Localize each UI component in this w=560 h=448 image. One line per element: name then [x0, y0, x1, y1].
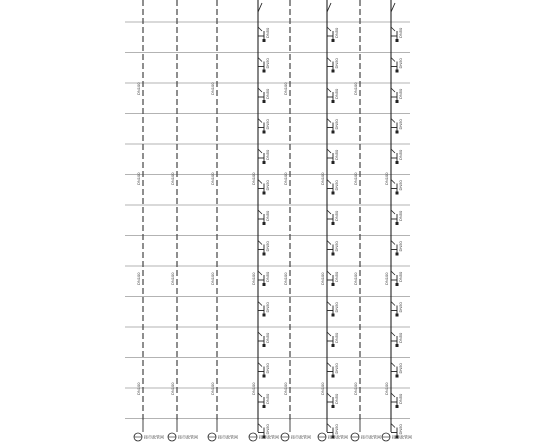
- branch-tee: [327, 119, 331, 123]
- branch-connection: [391, 57, 403, 72]
- branch-connection: [327, 88, 339, 103]
- riser-r1: [136, 0, 143, 420]
- fixture-mark: [396, 283, 399, 286]
- branch-connection: [258, 179, 270, 194]
- riser-r5: [283, 0, 290, 420]
- pipe-size-label: DN100: [170, 272, 175, 285]
- branch-connection: [327, 149, 339, 164]
- branch-connection: [327, 240, 339, 255]
- pipe-size-label: DN100: [251, 172, 256, 185]
- branch-connection: [327, 27, 339, 42]
- pipe-size-label: DN100: [353, 382, 358, 395]
- pipe-size-label: DN100: [384, 172, 389, 185]
- branch-connection: [258, 301, 270, 316]
- branch-connection: [391, 149, 403, 164]
- branch-size-label: DN50: [398, 302, 403, 313]
- branch-size-label: DN50: [398, 424, 403, 435]
- branch-tee: [391, 332, 395, 336]
- branch-size-label: DN50: [334, 302, 339, 313]
- branch-connection: [327, 118, 339, 133]
- fixture-mark: [263, 375, 266, 378]
- branch-size-label: DN50: [398, 210, 403, 221]
- branch-size-label: DN50: [265, 241, 270, 252]
- branch-size-label: DN50: [398, 241, 403, 252]
- pipe-size-label: DN100: [210, 82, 215, 95]
- pipe-size-label: DN100: [320, 172, 325, 185]
- fixture-mark: [332, 405, 335, 408]
- branch-tee: [258, 149, 262, 153]
- riser-r8: [384, 0, 403, 439]
- branch-size-label: DN50: [334, 271, 339, 282]
- pipe-size-label: DN100: [210, 272, 215, 285]
- branch-connection: [327, 179, 339, 194]
- branch-connection: [258, 362, 270, 377]
- riser-r6: [320, 0, 339, 439]
- risers-group: [136, 0, 403, 439]
- branch-connection: [391, 88, 403, 103]
- pipe-size-label: DN100: [210, 172, 215, 185]
- riser-bottom-label: 接市政管网: [392, 434, 412, 440]
- branch-connection: [391, 179, 403, 194]
- branch-connection: [391, 362, 403, 377]
- branch-connection: [327, 210, 339, 225]
- riser-top-hook: [391, 3, 395, 12]
- pipe-size-label: DN100: [353, 82, 358, 95]
- branch-size-label: DN50: [334, 88, 339, 99]
- branch-connection: [258, 27, 270, 42]
- branch-tee: [327, 210, 331, 214]
- riser-bottom-label: 接市政管网: [178, 434, 198, 440]
- pipe-size-label: DN100: [136, 82, 141, 95]
- fixture-mark: [263, 314, 266, 317]
- branch-tee: [327, 302, 331, 306]
- riser-bottom-label: 接市政管网: [328, 434, 348, 440]
- branch-connection: [327, 332, 339, 347]
- branch-connection: [391, 301, 403, 316]
- branch-tee: [391, 27, 395, 31]
- branch-connection: [258, 57, 270, 72]
- branch-size-label: DN50: [265, 88, 270, 99]
- fixture-mark: [263, 192, 266, 195]
- pipe-size-label: DN100: [353, 272, 358, 285]
- fixture-mark: [396, 314, 399, 317]
- fixture-mark: [396, 192, 399, 195]
- branch-size-label: DN50: [265, 119, 270, 130]
- branch-tee: [258, 332, 262, 336]
- branch-tee: [327, 271, 331, 275]
- branch-size-label: DN50: [398, 332, 403, 343]
- branch-tee: [258, 88, 262, 92]
- branch-connection: [258, 271, 270, 286]
- branch-size-label: DN50: [265, 332, 270, 343]
- branch-tee: [258, 302, 262, 306]
- riser-r3: [210, 0, 217, 420]
- fixture-mark: [396, 39, 399, 42]
- fixture-mark: [263, 39, 266, 42]
- branch-size-label: DN50: [265, 58, 270, 69]
- fixture-mark: [396, 131, 399, 134]
- fixture-mark: [396, 100, 399, 103]
- branch-size-label: DN50: [265, 271, 270, 282]
- riser-r4: [251, 0, 270, 439]
- branch-connection: [391, 332, 403, 347]
- pipe-size-label: DN100: [384, 272, 389, 285]
- fixture-mark: [263, 222, 266, 225]
- branch-size-label: DN50: [265, 210, 270, 221]
- branch-connection: [258, 149, 270, 164]
- fixture-mark: [396, 253, 399, 256]
- fixture-mark: [396, 222, 399, 225]
- branch-connection: [258, 332, 270, 347]
- branch-connection: [391, 271, 403, 286]
- branch-connection: [391, 240, 403, 255]
- riser-bottom-label: 接市政管网: [259, 434, 279, 440]
- branch-connection: [327, 57, 339, 72]
- riser-bottom-label: 接市政管网: [144, 434, 164, 440]
- branch-tee: [258, 271, 262, 275]
- pipe-size-label: DN100: [170, 172, 175, 185]
- fixture-mark: [263, 253, 266, 256]
- pipe-size-label: DN100: [384, 382, 389, 395]
- branch-connection: [258, 118, 270, 133]
- fixture-mark: [263, 344, 266, 347]
- fixture-mark: [263, 100, 266, 103]
- branch-tee: [258, 119, 262, 123]
- pipe-size-label: DN100: [283, 272, 288, 285]
- riser-bottom-label: 接市政管网: [291, 434, 311, 440]
- branch-tee: [327, 58, 331, 62]
- riser-top-hook: [327, 3, 331, 12]
- branch-tee: [258, 393, 262, 397]
- branch-connection: [258, 210, 270, 225]
- branch-tee: [258, 210, 262, 214]
- riser-r2: [170, 0, 177, 420]
- branch-connection: [258, 88, 270, 103]
- riser-bottom-label: 接市政管网: [361, 434, 381, 440]
- branch-tee: [391, 119, 395, 123]
- branch-tee: [391, 58, 395, 62]
- branch-size-label: DN50: [398, 363, 403, 374]
- branch-tee: [327, 149, 331, 153]
- riser-bottom-label: 接市政管网: [218, 434, 238, 440]
- fixture-mark: [396, 70, 399, 73]
- riser-top-hook: [258, 3, 262, 12]
- branch-size-label: DN50: [334, 363, 339, 374]
- branch-tee: [258, 58, 262, 62]
- branch-tee: [391, 210, 395, 214]
- branch-tee: [258, 424, 262, 428]
- branch-tee: [327, 363, 331, 367]
- branch-tee: [258, 363, 262, 367]
- branch-size-label: DN50: [398, 149, 403, 160]
- fixture-mark: [396, 375, 399, 378]
- branch-size-label: DN50: [398, 88, 403, 99]
- branch-size-label: DN50: [398, 119, 403, 130]
- fixture-mark: [332, 39, 335, 42]
- pipe-size-label: DN100: [353, 172, 358, 185]
- pipe-size-label: DN100: [283, 82, 288, 95]
- pipe-size-label: DN100: [251, 272, 256, 285]
- branch-tee: [391, 88, 395, 92]
- fixture-mark: [332, 375, 335, 378]
- fixture-mark: [332, 314, 335, 317]
- branch-connection: [327, 393, 339, 408]
- branch-size-label: DN50: [334, 241, 339, 252]
- branch-tee: [258, 241, 262, 245]
- riser-r7: [353, 0, 360, 420]
- fixture-mark: [396, 405, 399, 408]
- branch-size-label: DN50: [265, 180, 270, 191]
- branch-tee: [391, 180, 395, 184]
- branch-connection: [391, 27, 403, 42]
- branch-size-label: DN50: [334, 58, 339, 69]
- branch-connection: [327, 271, 339, 286]
- branch-tee: [391, 241, 395, 245]
- branch-tee: [391, 363, 395, 367]
- pipe-size-label: DN100: [136, 172, 141, 185]
- branch-tee: [327, 180, 331, 184]
- pipe-size-label: DN100: [136, 382, 141, 395]
- branch-size-label: DN50: [398, 393, 403, 404]
- fixture-mark: [332, 131, 335, 134]
- fixture-mark: [332, 100, 335, 103]
- bottom-labels-group: [134, 420, 412, 441]
- branch-size-label: DN50: [265, 363, 270, 374]
- fixture-mark: [332, 192, 335, 195]
- fixture-mark: [396, 161, 399, 164]
- branch-connection: [327, 362, 339, 377]
- fixture-mark: [263, 161, 266, 164]
- fixture-mark: [396, 344, 399, 347]
- pipe-size-label: DN100: [251, 382, 256, 395]
- fixture-mark: [263, 405, 266, 408]
- fixture-mark: [332, 253, 335, 256]
- branch-size-label: DN50: [334, 210, 339, 221]
- pipe-size-label: DN100: [210, 382, 215, 395]
- branch-connection: [258, 393, 270, 408]
- branch-size-label: DN50: [398, 27, 403, 38]
- pipe-size-label: DN100: [283, 172, 288, 185]
- branch-size-label: DN50: [265, 302, 270, 313]
- branch-tee: [327, 241, 331, 245]
- fixture-mark: [332, 70, 335, 73]
- fixture-mark: [263, 131, 266, 134]
- branch-tee: [391, 149, 395, 153]
- branch-connection: [391, 210, 403, 225]
- branch-size-label: DN50: [334, 424, 339, 435]
- fixture-mark: [263, 283, 266, 286]
- branch-connection: [327, 301, 339, 316]
- branch-connection: [258, 240, 270, 255]
- branch-size-label: DN50: [398, 180, 403, 191]
- branch-connection: [391, 118, 403, 133]
- branch-connection: [391, 393, 403, 408]
- fixture-mark: [332, 283, 335, 286]
- branch-size-label: DN50: [334, 332, 339, 343]
- branch-tee: [327, 88, 331, 92]
- branch-tee: [391, 393, 395, 397]
- fixture-mark: [332, 344, 335, 347]
- branch-size-label: DN50: [334, 27, 339, 38]
- branch-size-label: DN50: [265, 424, 270, 435]
- pipe-size-label: DN100: [320, 382, 325, 395]
- pipe-size-label: DN100: [170, 382, 175, 395]
- branch-tee: [391, 424, 395, 428]
- fixture-mark: [263, 70, 266, 73]
- branch-size-label: DN50: [265, 149, 270, 160]
- branch-tee: [327, 393, 331, 397]
- branch-size-label: DN50: [265, 393, 270, 404]
- branch-tee: [327, 27, 331, 31]
- branch-size-label: DN50: [334, 393, 339, 404]
- branch-size-label: DN50: [334, 119, 339, 130]
- pipe-size-label: DN100: [320, 272, 325, 285]
- branch-tee: [327, 332, 331, 336]
- fixture-mark: [332, 222, 335, 225]
- branch-size-label: DN50: [334, 149, 339, 160]
- branch-tee: [258, 27, 262, 31]
- pipe-size-label: DN100: [136, 272, 141, 285]
- branch-size-label: DN50: [265, 27, 270, 38]
- branch-tee: [258, 180, 262, 184]
- branch-size-label: DN50: [398, 271, 403, 282]
- branch-tee: [391, 302, 395, 306]
- branch-size-label: DN50: [334, 180, 339, 191]
- fixture-mark: [332, 161, 335, 164]
- branch-tee: [327, 424, 331, 428]
- pipe-size-label: DN100: [283, 382, 288, 395]
- branch-size-label: DN50: [398, 58, 403, 69]
- branch-tee: [391, 271, 395, 275]
